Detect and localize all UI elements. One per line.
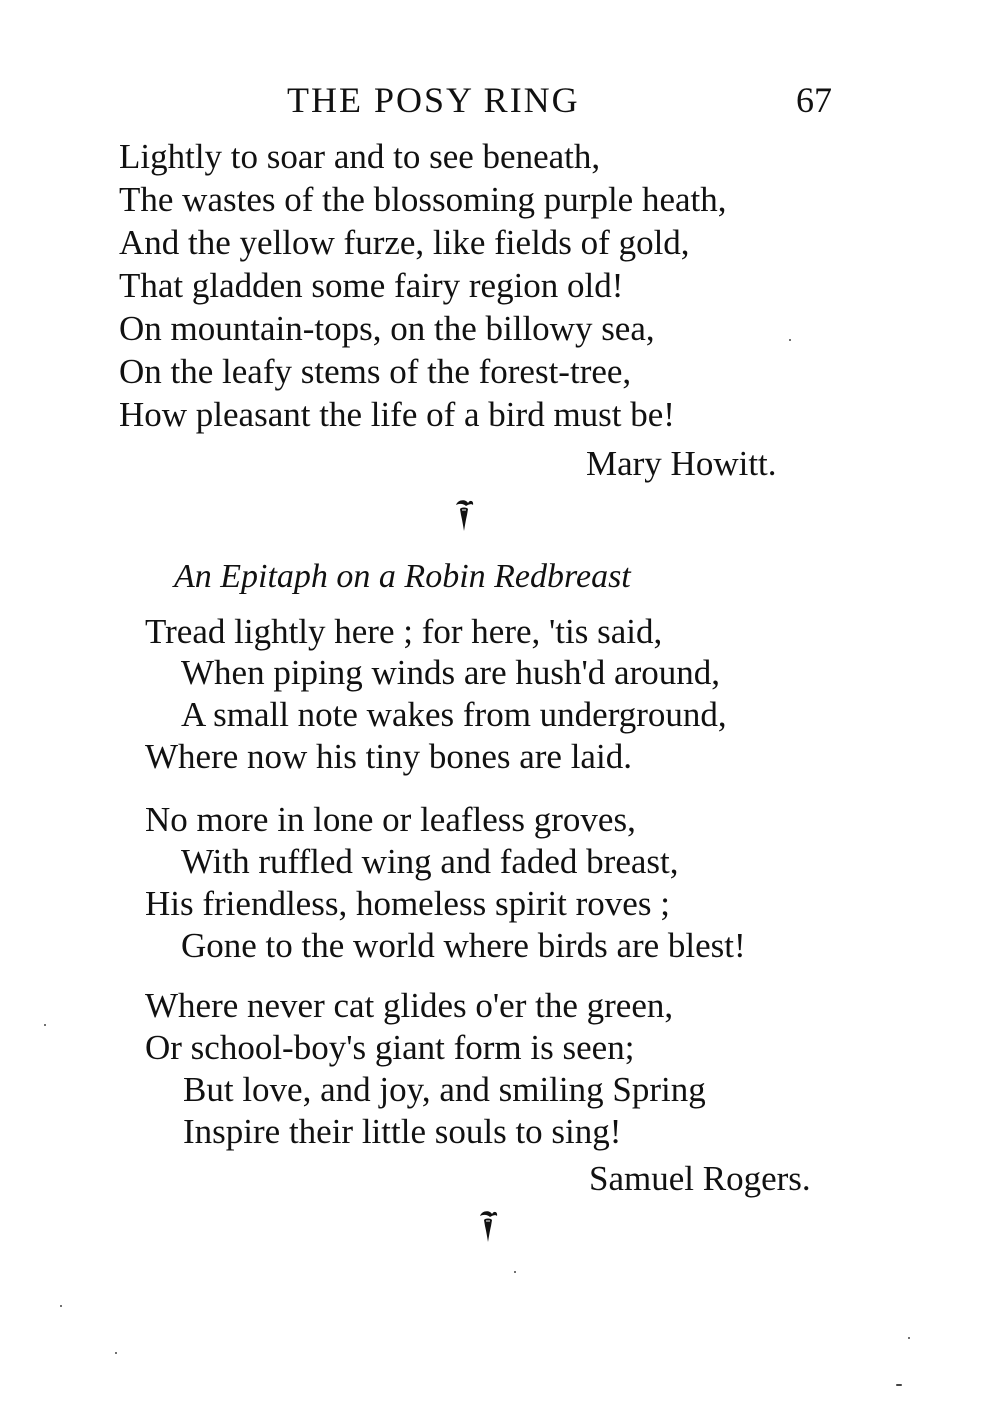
- poem-line: When piping winds are hush'd around,: [181, 653, 720, 692]
- speck: [44, 1024, 46, 1026]
- poem-line: Or school-boy's giant form is seen;: [145, 1028, 635, 1067]
- speck: [514, 1271, 516, 1273]
- speck: [60, 1305, 62, 1307]
- poem-line: His friendless, homeless spirit roves ;: [145, 884, 670, 923]
- speck: [896, 1384, 902, 1386]
- poem-line: On the leafy stems of the forest-tree,: [119, 352, 632, 391]
- poem-title: An Epitaph on a Robin Redbreast: [174, 558, 631, 595]
- poem-line: That gladden some fairy region old!: [119, 266, 624, 305]
- poem-line: On mountain-tops, on the billowy sea,: [119, 309, 655, 348]
- poem-line: A small note wakes from underground,: [181, 695, 727, 734]
- poem-line: Where now his tiny bones are laid.: [145, 737, 632, 776]
- speck: [115, 1352, 117, 1354]
- poem-author: Mary Howitt.: [586, 444, 777, 483]
- running-head: THE POSY RING: [287, 80, 580, 120]
- poem-line: Where never cat glides o'er the green,: [145, 986, 674, 1025]
- speck: [789, 339, 791, 341]
- poem-line: The wastes of the blossoming purple heath,: [119, 180, 727, 219]
- poem-line: But love, and joy, and smiling Spring: [183, 1070, 706, 1109]
- poem-line: No more in lone or leafless groves,: [145, 800, 636, 839]
- poem-author: Samuel Rogers.: [589, 1159, 811, 1198]
- poem-line: Tread lightly here ; for here, 'tis said,: [145, 612, 663, 651]
- poem-line: Gone to the world where birds are blest!: [181, 926, 746, 965]
- poem-line: Inspire their little souls to sing!: [183, 1112, 622, 1151]
- fleuron-icon: [476, 1208, 500, 1248]
- poem-line: And the yellow furze, like fields of gold,: [119, 223, 690, 262]
- poem-line: Lightly to soar and to see beneath,: [119, 137, 601, 176]
- poem-line: With ruffled wing and faded breast,: [181, 842, 679, 881]
- page-number: 67: [796, 80, 832, 120]
- poem-line: How pleasant the life of a bird must be!: [119, 395, 675, 434]
- fleuron-icon: [452, 497, 476, 537]
- speck: [908, 1337, 910, 1339]
